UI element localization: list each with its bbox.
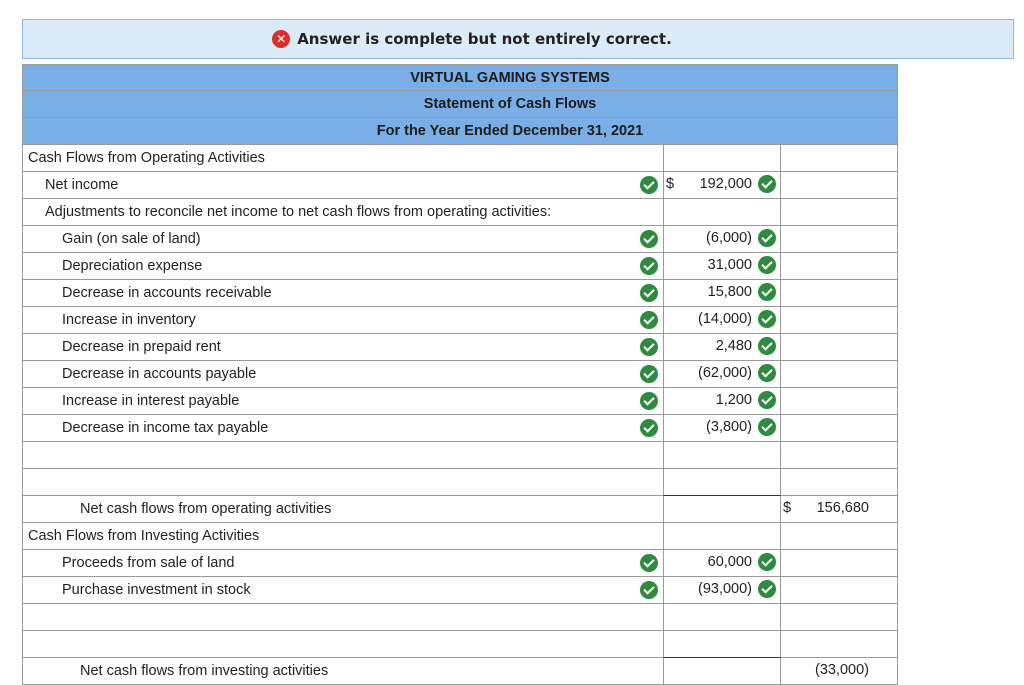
total-cell[interactable] — [781, 657, 897, 684]
row-label: Depreciation expense — [62, 258, 203, 274]
check-icon — [640, 419, 658, 437]
row-label: Increase in interest payable — [62, 393, 240, 409]
total-value: (33,000) — [814, 662, 869, 678]
currency-symbol: $ — [783, 500, 792, 516]
check-icon — [640, 338, 658, 356]
header-company-row — [22, 64, 898, 91]
table-row — [22, 577, 898, 604]
total-cell[interactable] — [781, 279, 897, 306]
total-cell[interactable] — [781, 306, 897, 333]
total-cell[interactable] — [781, 225, 897, 252]
amount-value: (93,000) — [697, 581, 752, 597]
row-label: Increase in inventory — [62, 312, 196, 328]
amount-cell[interactable] — [663, 576, 781, 603]
check-icon — [758, 283, 776, 301]
row-label: Net income — [45, 177, 119, 193]
total-cell[interactable] — [781, 360, 897, 387]
table-row — [22, 550, 898, 577]
table-row — [22, 604, 898, 631]
row-label: Proceeds from sale of land — [62, 555, 235, 571]
total-cell[interactable] — [781, 144, 897, 171]
table-row — [22, 226, 898, 253]
amount-cell[interactable] — [663, 495, 781, 522]
total-cell[interactable] — [781, 576, 897, 603]
amount-cell[interactable] — [663, 171, 781, 198]
amount-value: (62,000) — [697, 365, 752, 381]
total-cell[interactable] — [781, 171, 897, 198]
check-icon — [758, 337, 776, 355]
total-cell[interactable] — [781, 522, 897, 549]
table-row — [22, 172, 898, 199]
amount-cell[interactable] — [663, 657, 781, 684]
table-row — [22, 280, 898, 307]
error-x-icon: ✕ — [272, 30, 290, 48]
result-message: Answer is complete but not entirely correct. — [297, 30, 672, 48]
total-cell[interactable] — [781, 198, 897, 225]
row-label: Decrease in prepaid rent — [62, 339, 221, 355]
amount-value: (6,000) — [706, 230, 752, 246]
section-heading-investing: Cash Flows from Investing Activities — [28, 528, 260, 544]
total-cell[interactable] — [781, 414, 897, 441]
currency-symbol: $ — [666, 176, 675, 192]
table-row — [22, 307, 898, 334]
check-icon — [640, 176, 658, 194]
table-row — [22, 631, 898, 658]
row-label: Decrease in accounts payable — [62, 366, 257, 382]
check-icon — [758, 256, 776, 274]
row-label: Gain (on sale of land) — [62, 231, 201, 247]
table-row — [22, 361, 898, 388]
header-period-row — [22, 118, 898, 145]
amount-cell[interactable] — [663, 225, 781, 252]
amount-cell[interactable] — [663, 441, 781, 468]
table-row — [22, 442, 898, 469]
check-icon — [758, 364, 776, 382]
section-heading-operating: Cash Flows from Operating Activities — [28, 150, 265, 166]
check-icon — [640, 284, 658, 302]
cash-flow-statement — [22, 64, 898, 685]
table-row — [22, 523, 898, 550]
header-statement-row — [22, 91, 898, 118]
amount-value: 31,000 — [707, 257, 752, 273]
row-label-net-operating: Net cash flows from operating activities — [80, 501, 332, 517]
amount-cell[interactable] — [663, 144, 781, 171]
check-icon — [758, 553, 776, 571]
row-label: Adjustments to reconcile net income to net cash flows from operating activities: — [45, 204, 552, 220]
check-icon — [640, 365, 658, 383]
check-icon — [758, 175, 776, 193]
table-row — [22, 334, 898, 361]
amount-value: 2,480 — [715, 338, 752, 354]
table-row — [22, 496, 898, 523]
amount-value: (3,800) — [706, 419, 752, 435]
amount-value: 192,000 — [699, 176, 752, 192]
amount-cell[interactable] — [663, 333, 781, 360]
amount-cell[interactable] — [663, 468, 781, 495]
check-icon — [640, 257, 658, 275]
amount-cell[interactable] — [663, 603, 781, 630]
total-cell[interactable] — [781, 495, 897, 522]
total-cell[interactable] — [781, 333, 897, 360]
statement-title: Statement of Cash Flows — [423, 96, 597, 112]
row-label: Decrease in accounts receivable — [62, 285, 272, 301]
check-icon — [640, 230, 658, 248]
table-row — [22, 145, 898, 172]
amount-cell[interactable] — [663, 198, 781, 225]
amount-cell[interactable] — [663, 387, 781, 414]
table-row — [22, 469, 898, 496]
total-cell[interactable] — [781, 630, 897, 657]
amount-cell[interactable] — [663, 549, 781, 576]
table-row — [22, 388, 898, 415]
amount-value: 1,200 — [715, 392, 752, 408]
check-icon — [758, 391, 776, 409]
company-name: VIRTUAL GAMING SYSTEMS — [410, 70, 610, 86]
total-cell[interactable] — [781, 252, 897, 279]
amount-value: (14,000) — [697, 311, 752, 327]
statement-period: For the Year Ended December 31, 2021 — [376, 123, 644, 139]
check-icon — [758, 229, 776, 247]
amount-cell[interactable] — [663, 630, 781, 657]
check-icon — [640, 581, 658, 599]
total-cell[interactable] — [781, 603, 897, 630]
amount-cell[interactable] — [663, 306, 781, 333]
amount-value: 15,800 — [707, 284, 752, 300]
table-row — [22, 415, 898, 442]
amount-cell[interactable] — [663, 522, 781, 549]
total-cell[interactable] — [781, 441, 897, 468]
amount-cell[interactable] — [663, 279, 781, 306]
check-icon — [640, 392, 658, 410]
result-banner — [22, 19, 1014, 59]
check-icon — [758, 418, 776, 436]
total-cell[interactable] — [781, 387, 897, 414]
table-row — [22, 199, 898, 226]
amount-value: 60,000 — [707, 554, 752, 570]
row-label: Decrease in income tax payable — [62, 420, 269, 436]
row-label: Purchase investment in stock — [62, 582, 251, 598]
total-cell[interactable] — [781, 468, 897, 495]
check-icon — [640, 311, 658, 329]
table-row — [22, 658, 898, 685]
check-icon — [758, 310, 776, 328]
check-icon — [758, 580, 776, 598]
row-label-net-investing: Net cash flows from investing activities — [80, 663, 329, 679]
amount-cell[interactable] — [663, 252, 781, 279]
table-row — [22, 253, 898, 280]
amount-cell[interactable] — [663, 414, 781, 441]
amount-cell[interactable] — [663, 360, 781, 387]
total-value: 156,680 — [816, 500, 869, 516]
total-cell[interactable] — [781, 549, 897, 576]
check-icon — [640, 554, 658, 572]
